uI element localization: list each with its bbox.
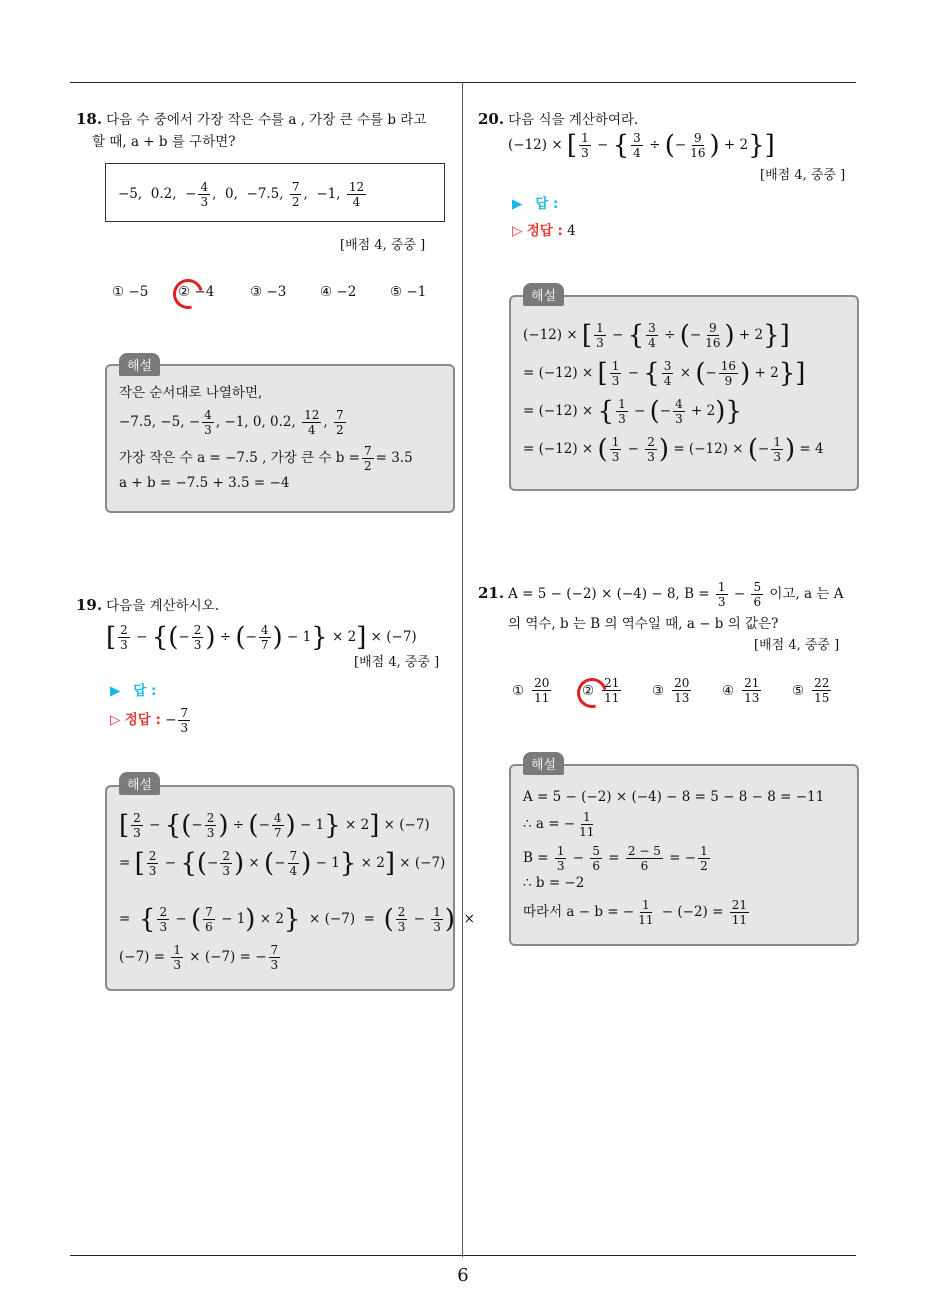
- value: −5,: [118, 186, 143, 202]
- answer-row: [512, 192, 558, 212]
- question-number: 18.: [76, 110, 103, 128]
- correct-label: 정답 :: [124, 712, 161, 728]
- fraction: $\frac{4}{3}$: [200, 180, 209, 209]
- correct-row: ▷ 정답 : − $\frac{7}{3}$: [110, 706, 189, 735]
- play-icon: ▶: [110, 683, 121, 699]
- solution-tag: 해설: [523, 283, 564, 306]
- correct-value: 4: [567, 223, 576, 239]
- choice-2[interactable]: ② $\frac{21}{11}$: [582, 676, 620, 705]
- solution-box-18: [105, 364, 455, 513]
- choice-3[interactable]: ③ −3: [250, 284, 287, 300]
- fraction: $\frac{12}{4}$: [348, 180, 365, 209]
- question-number: 20.: [478, 110, 505, 128]
- choice-4[interactable]: ④ −2: [320, 284, 357, 300]
- solution-tag: 해설: [119, 353, 160, 376]
- value: −7.5,: [246, 186, 284, 202]
- solution-line: −7.5, −5, − $\frac{4}{3}$ , −1, 0, 0.2, $\frac{12}{4}$ , $\frac{7}{2}$: [119, 408, 344, 437]
- question-text: 다음 수 중에서 가장 작은 수를 a , 가장 큰 수를 b 라고: [106, 112, 427, 128]
- solution-box-20: [509, 295, 859, 491]
- number-list-box: −5, 0.2, − $\frac{4}{3}$ , 0, −7.5, $\frac{7}{2}$ , −1, $\frac{12}{4}$: [105, 163, 445, 222]
- solution-line: ∴ a = − $\frac{1}{11}$: [523, 810, 595, 839]
- solution-line: 따라서 a − b = − $\frac{1}{11}$ − (−2) = $\frac{21}{11}$: [523, 898, 748, 927]
- value: −: [185, 186, 197, 202]
- top-rule: [70, 82, 856, 83]
- outline-play-icon: ▷: [110, 712, 121, 728]
- choice-4[interactable]: ④ $\frac{21}{13}$: [722, 676, 760, 705]
- choice-1[interactable]: ① $\frac{20}{11}$: [512, 676, 550, 705]
- answer-label: 답 :: [535, 196, 559, 212]
- choice-2[interactable]: ② −4: [178, 284, 215, 300]
- bottom-rule: [70, 1255, 856, 1256]
- question-text: 이고, a 는 A: [769, 586, 844, 602]
- fraction: $\frac{7}{2}$: [291, 180, 300, 209]
- question-text-2: 할 때, a + b 를 구하면?: [92, 134, 236, 150]
- selected-circle-icon: [168, 274, 209, 315]
- value: −1,: [316, 186, 341, 202]
- score-label: [배점 4, 중중 ]: [354, 655, 440, 670]
- answer-row: [110, 679, 156, 699]
- question-19: [76, 594, 456, 652]
- solution-tag: 해설: [523, 752, 564, 775]
- score-label: [배점 4, 중중 ]: [754, 638, 840, 653]
- solution-tag: 해설: [119, 772, 160, 795]
- solution-line: = (−12) × ( $\frac{1}{3}$ − $\frac{2}{3}$ ) = (−12) × (− $\frac{1}{3}$ ) = 4: [523, 434, 824, 465]
- solution-box-21: [509, 764, 859, 946]
- play-icon: ▶: [512, 196, 523, 212]
- solution-line: = [ $\frac{2}{3}$ − {(− $\frac{2}{3}$ ) × (− $\frac{7}{4}$ ) − 1} × 2] × (−7): [119, 848, 446, 879]
- solution-line: 작은 순서대로 나열하면,: [119, 385, 263, 401]
- solution-line: ∴ b = −2: [523, 875, 585, 891]
- correct-value: −: [165, 712, 177, 728]
- solution-line: A = 5 − (−2) × (−4) − 8 = 5 − 8 − 8 = −11: [523, 789, 825, 805]
- question-text: 다음 식을 계산하여라.: [508, 112, 639, 128]
- question-18: [76, 108, 456, 153]
- question-number: 21.: [478, 584, 505, 602]
- outline-play-icon: ▷: [512, 223, 523, 239]
- solution-line: = (−12) × [ $\frac{1}{3}$ − { $\frac{3}{4}$ × (− $\frac{16}{9}$ ) + 2}]: [523, 358, 806, 389]
- choice-5[interactable]: ⑤ −1: [390, 284, 427, 300]
- correct-row: [512, 219, 576, 239]
- value: 0,: [224, 186, 238, 202]
- solution-line: = (−12) × { $\frac{1}{3}$ − (− $\frac{4}{3}$ + 2)}: [523, 396, 742, 427]
- expression: [ $\frac{2}{3}$ − {(− $\frac{2}{3}$ ) ÷ (− $\frac{4}{7}$ ) − 1} × 2] × (−7): [106, 622, 417, 653]
- score-label: [배점 4, 중중 ]: [340, 238, 426, 253]
- choice-5[interactable]: ⑤ $\frac{22}{15}$: [792, 676, 830, 705]
- page-number: 6: [457, 1265, 469, 1286]
- question-text: 다음을 계산하시오.: [106, 598, 220, 614]
- question-21: 21. A = 5 − (−2) × (−4) − 8, B = $\frac{1}{3}$ − $\frac{5}{6}$ 이고, a 는 A 의 역수, b 는 B 의 역수일 때, a − b 의 값은?: [478, 580, 860, 635]
- correct-label: 정답 :: [526, 223, 563, 239]
- expression: (−12) × [ $\frac{1}{3}$ − { $\frac{3}{4}$ ÷ (− $\frac{9}{16}$ ) + 2}]: [508, 130, 775, 161]
- value: 0.2,: [150, 186, 177, 202]
- choices-21: [512, 676, 852, 716]
- answer-label: 답 :: [133, 683, 157, 699]
- solution-line: [ $\frac{2}{3}$ − {(− $\frac{2}{3}$ ) ÷ (− $\frac{4}{7}$ ) − 1} × 2] × (−7): [119, 810, 430, 841]
- score-label: [배점 4, 중중 ]: [760, 168, 846, 183]
- question-text: A = 5 − (−2) × (−4) − 8, B =: [508, 586, 710, 602]
- solution-line: B = $\frac{1}{3}$ − $\frac{5}{6}$ = $\frac{2 - 5}{6}$ = − $\frac{1}{2}$: [523, 844, 708, 873]
- solution-line: (−7) = $\frac{1}{3}$ × (−7) = − $\frac{7}{3}$: [119, 943, 279, 972]
- solution-line: 가장 작은 수 a = −7.5 , 가장 큰 수 b = $\frac{7}{2}$ = 3.5: [119, 444, 413, 473]
- solution-box-19: [105, 785, 475, 991]
- choice-3[interactable]: ③ $\frac{20}{13}$: [652, 676, 690, 705]
- solution-line: = { $\frac{2}{3}$ − ( $\frac{7}{6}$ − 1) × 2} × (−7) = ( $\frac{2}{3}$ − $\frac{1}{3}$ ) ×: [119, 904, 475, 935]
- column-divider: [462, 82, 463, 1257]
- question-text-2: 의 역수, b 는 B 의 역수일 때, a − b 의 값은?: [508, 616, 779, 632]
- choice-1[interactable]: ① −5: [112, 284, 149, 300]
- solution-line: a + b = −7.5 + 3.5 = −4: [119, 475, 290, 491]
- question-20: [478, 108, 858, 160]
- solution-line: (−12) × [ $\frac{1}{3}$ − { $\frac{3}{4}$ ÷ (− $\frac{9}{16}$ ) + 2}]: [523, 320, 790, 351]
- question-number: 19.: [76, 596, 103, 614]
